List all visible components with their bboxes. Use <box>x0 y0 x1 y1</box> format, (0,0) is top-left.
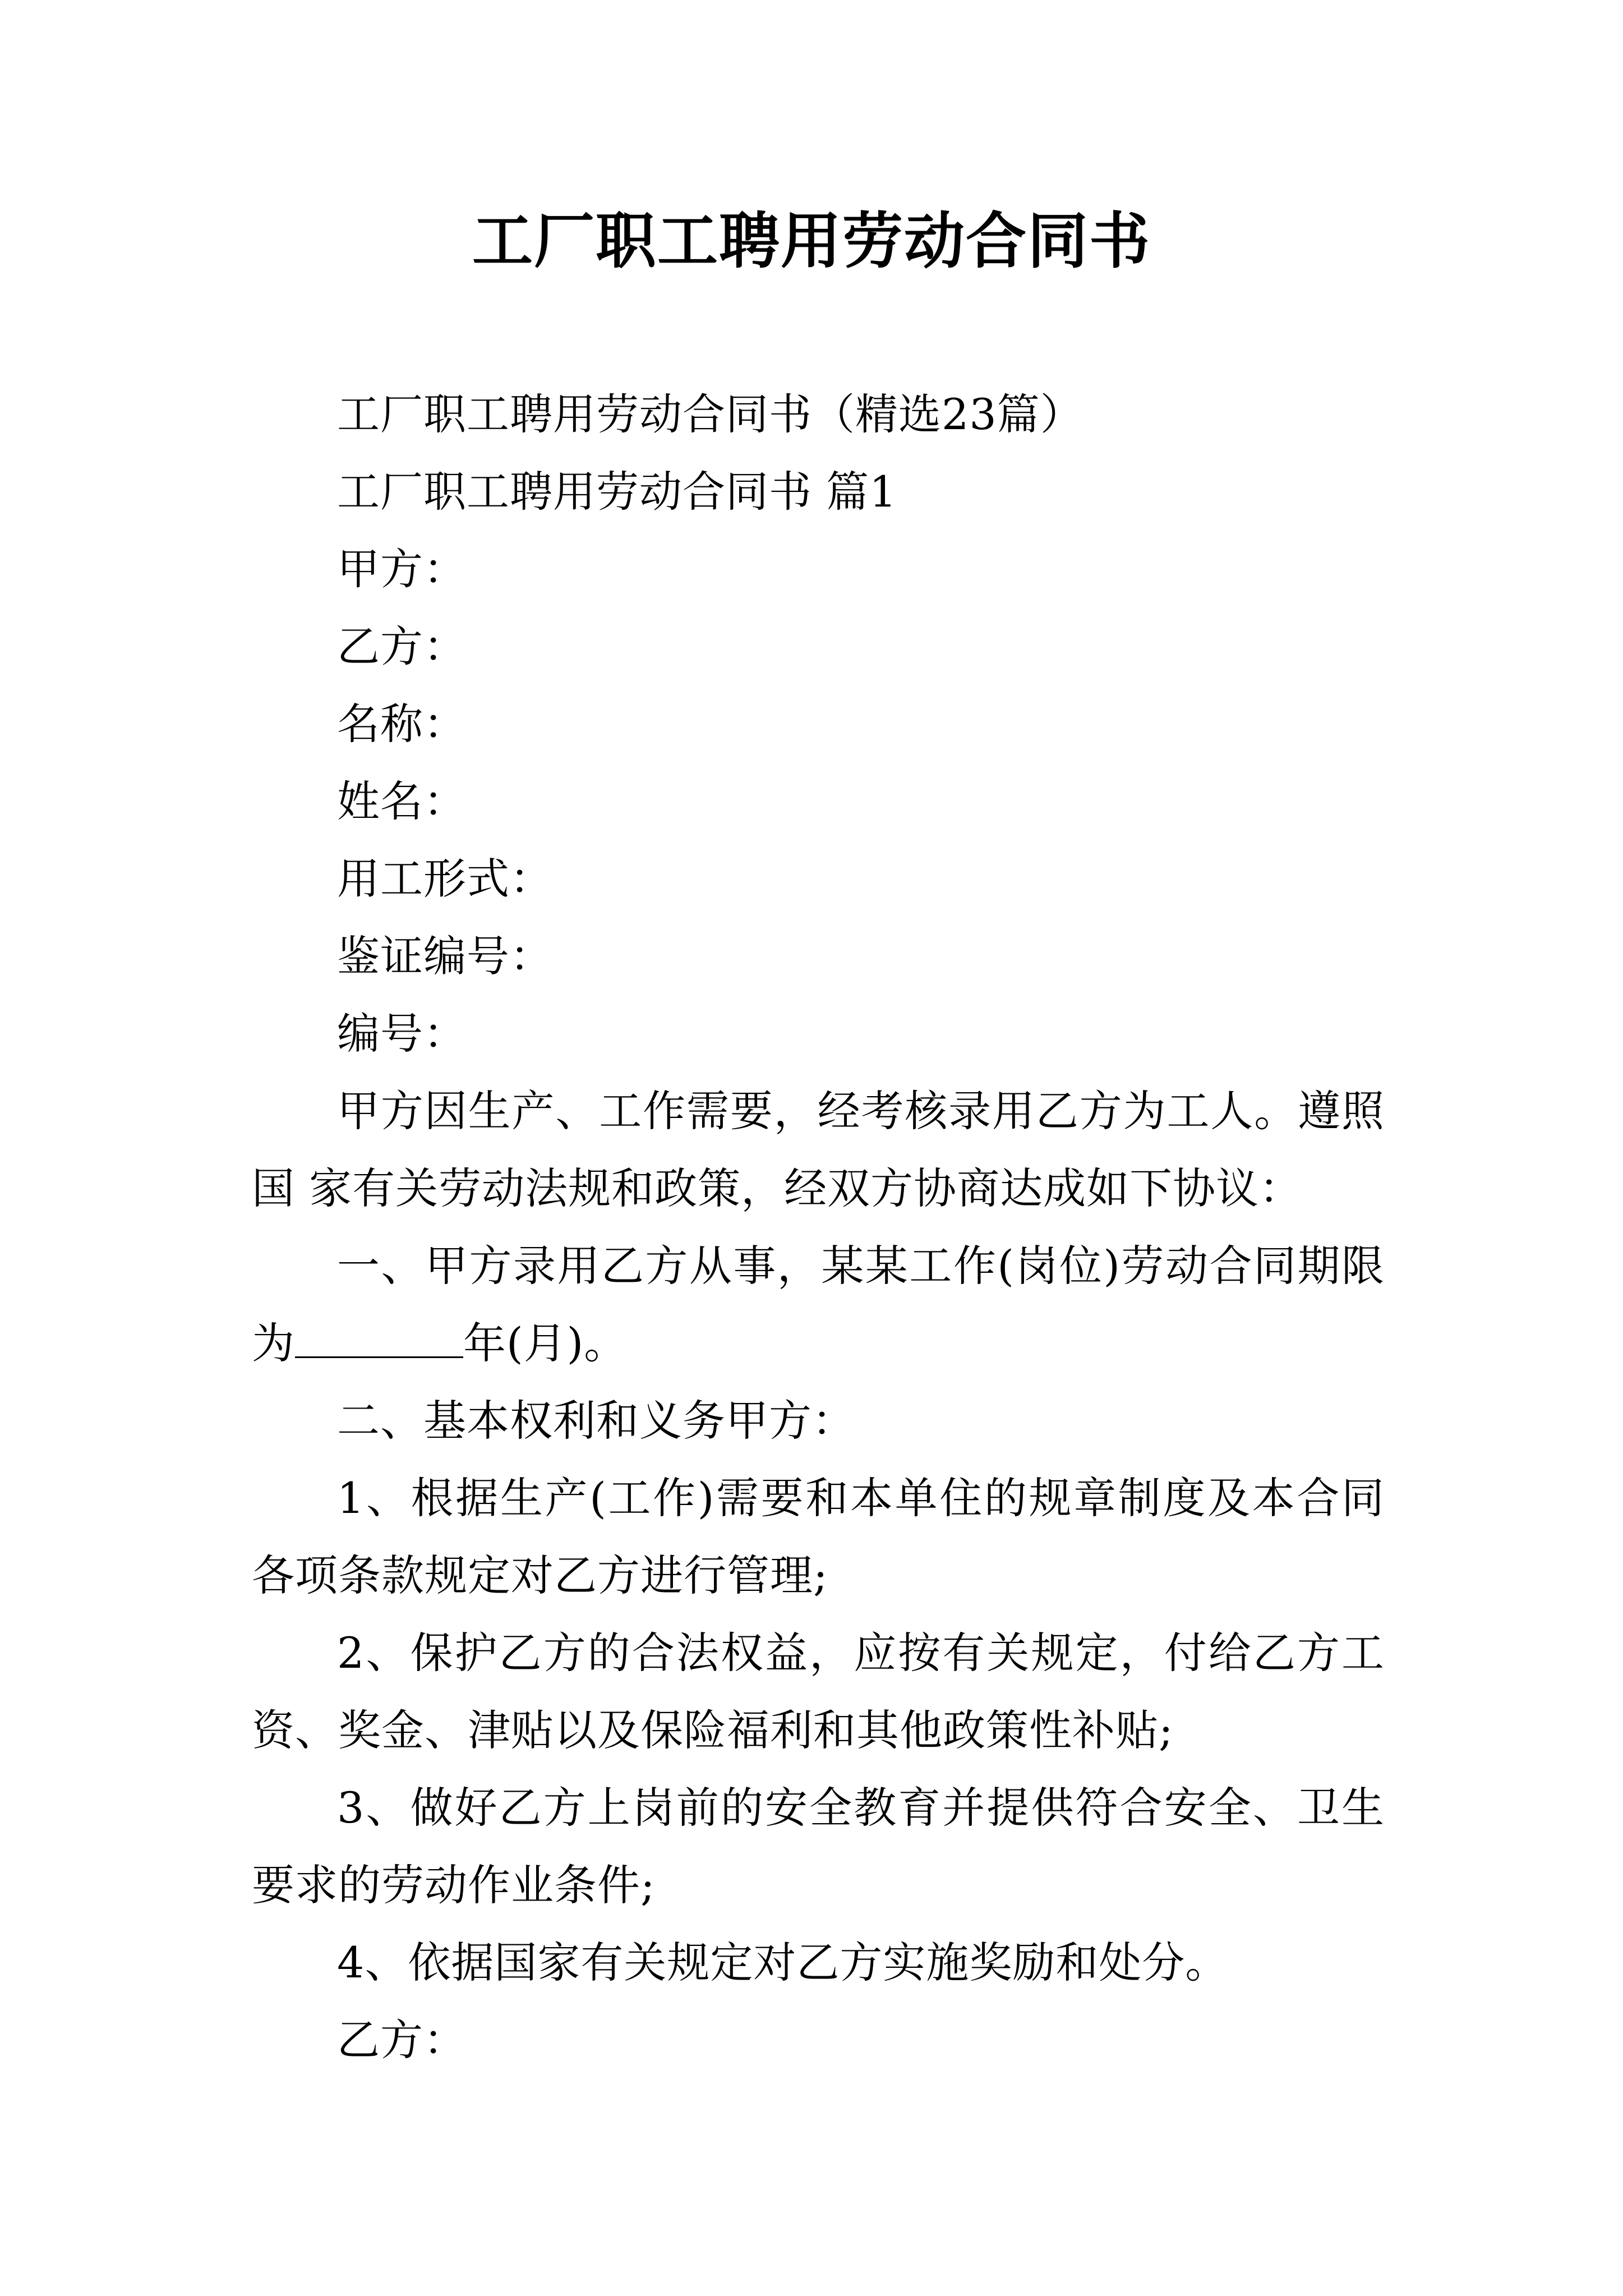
item-2: 2、保护乙方的合法权益，应按有关规定，付给乙方工资、奖金、津贴以及保险福利和其他政策性补贴; <box>252 1628 1385 1755</box>
clause-1-suffix: 年(月)。 <box>463 1318 628 1368</box>
contract-term-blank <box>295 1317 463 1358</box>
clause-2-heading: 二、基本权利和义务甲方： <box>337 1396 855 1446</box>
party-b-closing: 乙方： <box>337 2015 467 2065</box>
document-title: 工厂职工聘用劳动合同书 <box>472 206 1151 277</box>
field-party-a: 甲方： <box>337 544 467 594</box>
field-name: 名称： <box>337 699 467 749</box>
field-person-name: 姓名： <box>337 776 467 826</box>
field-certification-number: 鉴证编号： <box>337 931 553 981</box>
field-number: 编号： <box>337 1009 467 1059</box>
field-party-b: 乙方： <box>337 622 467 671</box>
document-body <box>252 376 1385 2079</box>
preamble-paragraph: 甲方因生产、工作需要，经考核录用乙方为工人。遵照国 家有关劳动法规和政策，经双方协商达成如下协议： <box>252 1086 1385 1213</box>
item-1: 1、根据生产(工作)需要和本单住的规章制度及本合同各项条款规定对乙方进行管理; <box>252 1473 1385 1600</box>
document-subtitle: 工厂职工聘用劳动合同书（精选23篇） <box>337 389 1083 439</box>
section-heading: 工厂职工聘用劳动合同书 篇1 <box>337 467 897 517</box>
clause-1-text: 一、甲方录用乙方从事，某某工作(岗位)劳动合同期限为 <box>252 1241 1385 1368</box>
item-3: 3、做好乙方上岗前的安全教育并提供符合安全、卫生要求的劳动作业条件; <box>252 1783 1385 1910</box>
item-4: 4、依据国家有关规定对乙方实施奖励和处分。 <box>337 1938 1229 1987</box>
clause-1-paragraph <box>252 1227 1385 1382</box>
field-employment-form: 用工形式： <box>337 854 553 904</box>
